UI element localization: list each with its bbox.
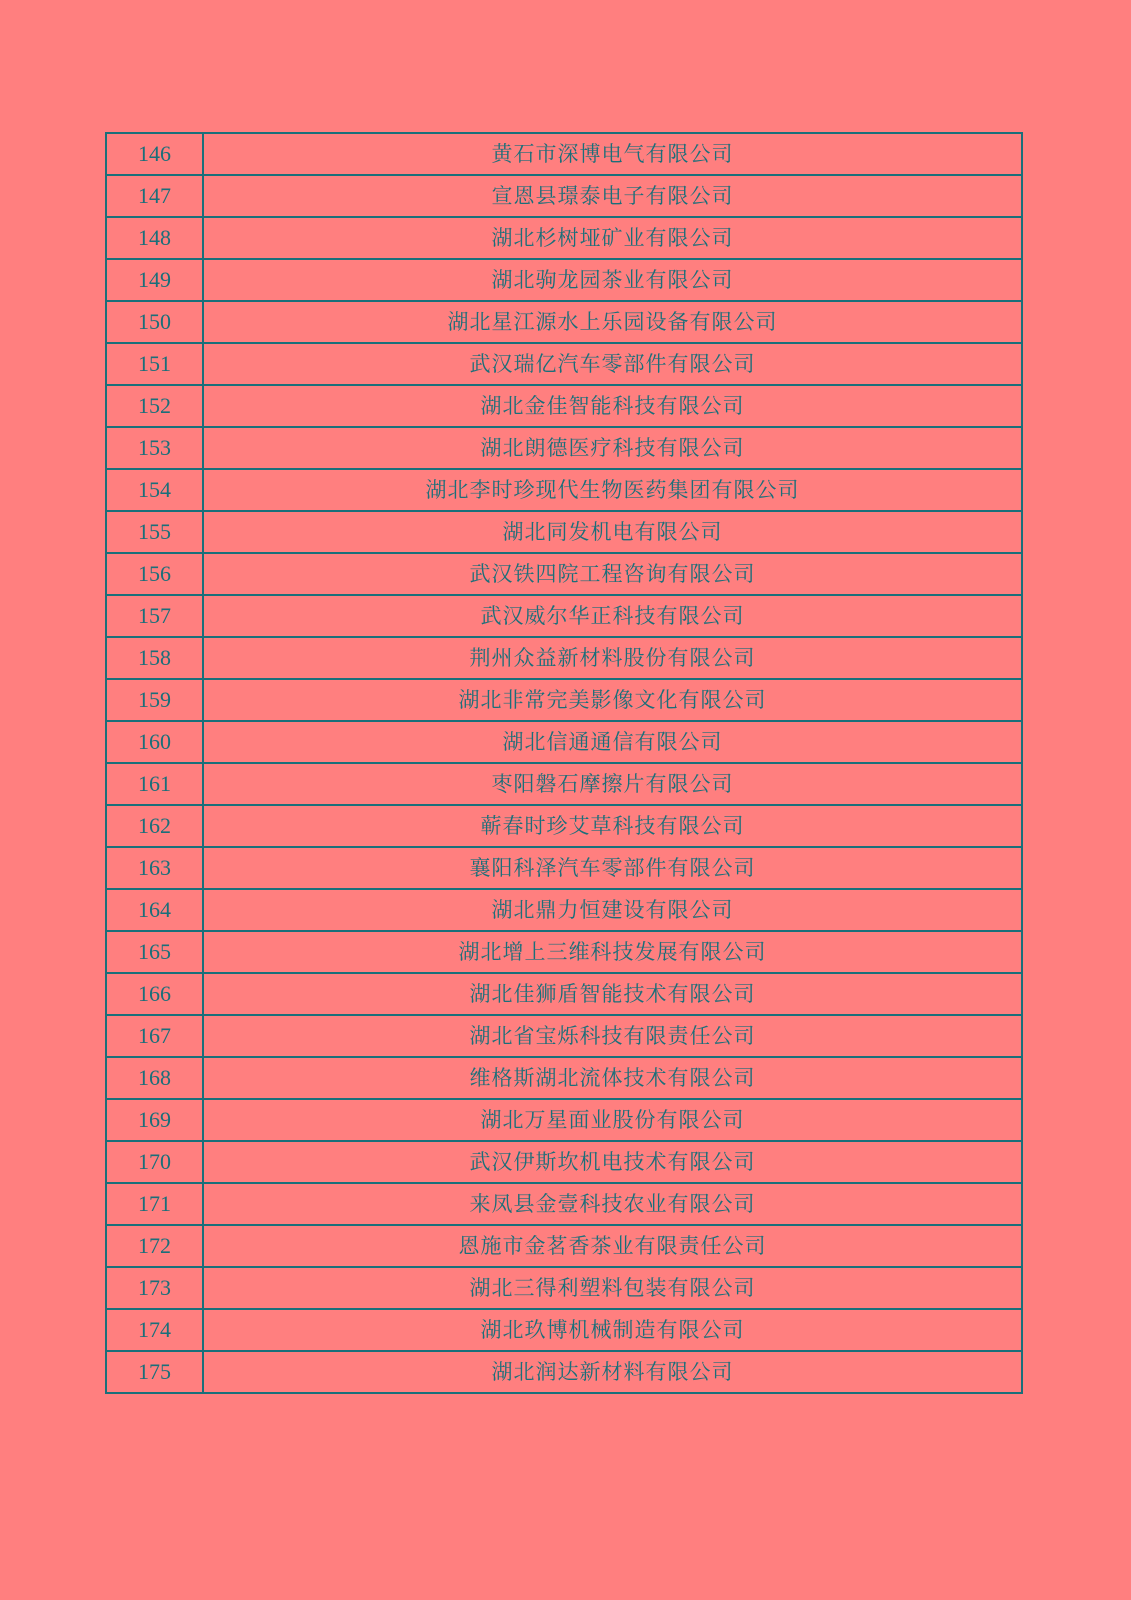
row-number-cell: 175 [106, 1351, 203, 1393]
company-name-cell: 维格斯湖北流体技术有限公司 [203, 1057, 1022, 1099]
table-row [106, 889, 1022, 931]
company-name-cell: 湖北鼎力恒建设有限公司 [203, 889, 1022, 931]
row-number-cell: 162 [106, 805, 203, 847]
table-row [106, 1267, 1022, 1309]
company-name-cell: 武汉伊斯坎机电技术有限公司 [203, 1141, 1022, 1183]
table-row [106, 1141, 1022, 1183]
row-number-cell: 170 [106, 1141, 203, 1183]
table-row [106, 595, 1022, 637]
company-name-cell: 湖北同发机电有限公司 [203, 511, 1022, 553]
row-number-cell: 172 [106, 1225, 203, 1267]
company-name-cell: 湖北李时珍现代生物医药集团有限公司 [203, 469, 1022, 511]
table-row [106, 469, 1022, 511]
row-number-cell: 169 [106, 1099, 203, 1141]
row-number-cell: 148 [106, 217, 203, 259]
company-name-cell: 湖北增上三维科技发展有限公司 [203, 931, 1022, 973]
table-row [106, 301, 1022, 343]
row-number-cell: 151 [106, 343, 203, 385]
row-number-cell: 168 [106, 1057, 203, 1099]
row-number-cell: 165 [106, 931, 203, 973]
row-number-cell: 174 [106, 1309, 203, 1351]
row-number-cell: 158 [106, 637, 203, 679]
row-number-cell: 157 [106, 595, 203, 637]
row-number-cell: 171 [106, 1183, 203, 1225]
table-row [106, 721, 1022, 763]
row-number-cell: 150 [106, 301, 203, 343]
table-body [106, 133, 1022, 1393]
company-name-cell: 湖北省宝烁科技有限责任公司 [203, 1015, 1022, 1057]
row-number-cell: 152 [106, 385, 203, 427]
company-name-cell: 枣阳磐石摩擦片有限公司 [203, 763, 1022, 805]
table-row [106, 259, 1022, 301]
table-row [106, 343, 1022, 385]
table-row [106, 511, 1022, 553]
company-name-cell: 湖北驹龙园茶业有限公司 [203, 259, 1022, 301]
row-number-cell: 154 [106, 469, 203, 511]
company-name-cell: 武汉铁四院工程咨询有限公司 [203, 553, 1022, 595]
company-name-cell: 湖北星江源水上乐园设备有限公司 [203, 301, 1022, 343]
company-name-cell: 湖北润达新材料有限公司 [203, 1351, 1022, 1393]
company-name-cell: 恩施市金茗香茶业有限责任公司 [203, 1225, 1022, 1267]
table-row [106, 385, 1022, 427]
row-number-cell: 161 [106, 763, 203, 805]
row-number-cell: 167 [106, 1015, 203, 1057]
company-name-cell: 蕲春时珍艾草科技有限公司 [203, 805, 1022, 847]
table-row [106, 175, 1022, 217]
table-row [106, 217, 1022, 259]
row-number-cell: 159 [106, 679, 203, 721]
company-name-cell: 襄阳科泽汽车零部件有限公司 [203, 847, 1022, 889]
table-row [106, 1183, 1022, 1225]
row-number-cell: 163 [106, 847, 203, 889]
table-row [106, 1309, 1022, 1351]
row-number-cell: 155 [106, 511, 203, 553]
table-row [106, 1057, 1022, 1099]
row-number-cell: 147 [106, 175, 203, 217]
table-row [106, 553, 1022, 595]
company-name-cell: 湖北三得利塑料包装有限公司 [203, 1267, 1022, 1309]
table-row [106, 427, 1022, 469]
company-name-cell: 湖北佳狮盾智能技术有限公司 [203, 973, 1022, 1015]
row-number-cell: 173 [106, 1267, 203, 1309]
company-name-cell: 湖北信通通信有限公司 [203, 721, 1022, 763]
table-row [106, 1351, 1022, 1393]
company-name-cell: 荆州众益新材料股份有限公司 [203, 637, 1022, 679]
company-name-cell: 湖北朗德医疗科技有限公司 [203, 427, 1022, 469]
table-row [106, 1225, 1022, 1267]
row-number-cell: 164 [106, 889, 203, 931]
row-number-cell: 149 [106, 259, 203, 301]
table-row [106, 931, 1022, 973]
table-row [106, 679, 1022, 721]
table-row [106, 973, 1022, 1015]
table-row [106, 1099, 1022, 1141]
row-number-cell: 160 [106, 721, 203, 763]
row-number-cell: 146 [106, 133, 203, 175]
company-name-cell: 武汉瑞亿汽车零部件有限公司 [203, 343, 1022, 385]
row-number-cell: 156 [106, 553, 203, 595]
company-list-table [105, 132, 1023, 1394]
company-name-cell: 湖北万星面业股份有限公司 [203, 1099, 1022, 1141]
row-number-cell: 166 [106, 973, 203, 1015]
table-row [106, 763, 1022, 805]
table-row [106, 805, 1022, 847]
company-name-cell: 湖北非常完美影像文化有限公司 [203, 679, 1022, 721]
company-name-cell: 黄石市深博电气有限公司 [203, 133, 1022, 175]
company-name-cell: 湖北玖博机械制造有限公司 [203, 1309, 1022, 1351]
company-name-cell: 宣恩县璟泰电子有限公司 [203, 175, 1022, 217]
company-name-cell: 武汉威尔华正科技有限公司 [203, 595, 1022, 637]
company-name-cell: 湖北金佳智能科技有限公司 [203, 385, 1022, 427]
company-name-cell: 湖北杉树垭矿业有限公司 [203, 217, 1022, 259]
row-number-cell: 153 [106, 427, 203, 469]
table-row [106, 133, 1022, 175]
company-name-cell: 来凤县金壹科技农业有限公司 [203, 1183, 1022, 1225]
table-row [106, 1015, 1022, 1057]
table-row [106, 847, 1022, 889]
table-row [106, 637, 1022, 679]
